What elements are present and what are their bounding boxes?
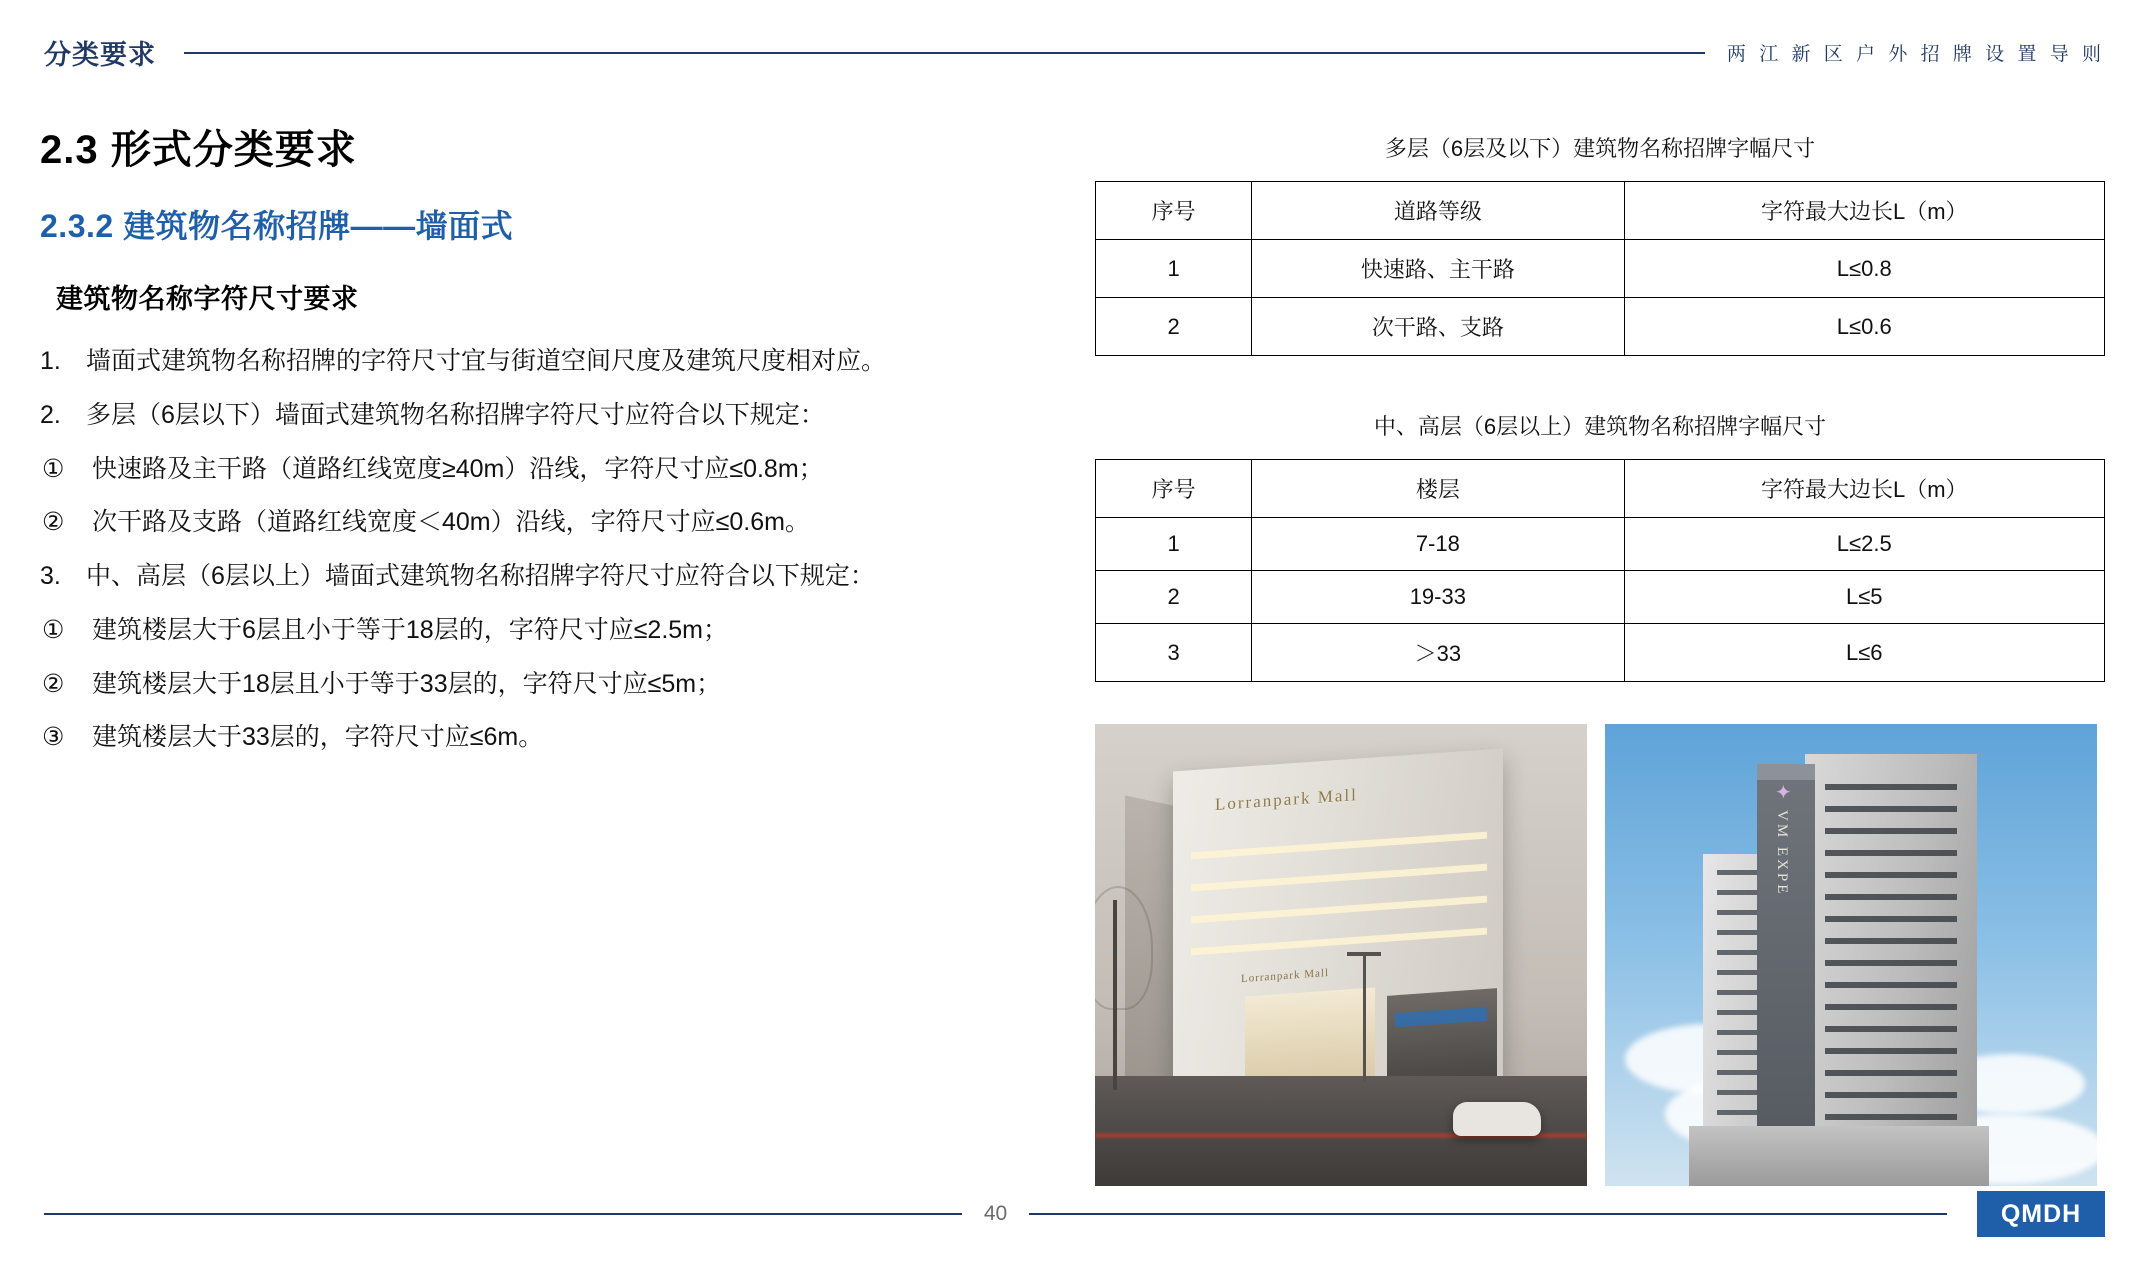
header-title: 分类要求 (44, 39, 156, 70)
list-item (42, 448, 1050, 492)
table-high-rise (1095, 459, 2105, 682)
table-caption-2: 中、高层（6层以上）建筑物名称招牌字幅尺寸 (1373, 414, 1827, 439)
street-lamp (1363, 952, 1366, 1082)
table-cell: 次干路、支路 (1252, 298, 1624, 356)
street-tree (1113, 900, 1117, 1090)
photo-row (1095, 724, 2105, 1186)
list-item (42, 663, 1050, 707)
table-cell: 1 (1096, 240, 1252, 298)
footer-divider-right (1029, 1213, 1947, 1215)
table-cell: 7-18 (1252, 518, 1624, 571)
list-text: 多层（6层以下）墙面式建筑物名称招牌字符尺寸应符合以下规定： (86, 400, 825, 429)
photo-high-rise-building (1605, 724, 2097, 1186)
table-cell: 19-33 (1252, 571, 1624, 624)
car (1453, 1102, 1541, 1136)
list-item (40, 555, 1050, 599)
entrance-name-sign: Lorranpark Mall (1241, 966, 1329, 986)
photo-mall-building (1095, 724, 1587, 1186)
page-header (0, 28, 2149, 76)
list-text: 建筑楼层大于6层且小于等于18层的，字符尺寸应≤2.5m； (92, 615, 729, 644)
table-cell: ＞33 (1252, 624, 1624, 682)
table-header-cell: 字符最大边长L（m） (1624, 182, 2104, 240)
header-divider (184, 52, 1705, 54)
table-header-row (1096, 182, 2105, 240)
table-cell: 2 (1096, 571, 1252, 624)
table-row (1096, 240, 2105, 298)
section-heading: 2.3 形式分类要求 (40, 128, 357, 172)
list-marker: 3. (40, 562, 61, 590)
table-header-row (1096, 460, 2105, 518)
list-text: 建筑楼层大于33层的，字符尺寸应≤6m。 (92, 723, 544, 752)
list-item (40, 394, 1050, 438)
table-low-rise (1095, 181, 2105, 356)
list-marker: 2. (40, 400, 61, 429)
table-row (1096, 624, 2105, 682)
list-text: 快速路及主干路（道路红线宽度≥40m）沿线，字符尺寸应≤0.8m； (92, 454, 824, 483)
list-text: 墙面式建筑物名称招牌的字符尺寸宜与街道空间尺度及建筑尺度相对应。 (86, 347, 887, 375)
table-cell: L≤0.8 (1624, 240, 2104, 298)
table-cell: 2 (1096, 298, 1252, 356)
brand-logo: QMDH (1977, 1191, 2105, 1237)
list-marker: ③ (42, 723, 65, 752)
right-content-column (1095, 132, 2105, 1186)
table-header-cell: 道路等级 (1252, 182, 1624, 240)
table-header-cell: 序号 (1096, 182, 1252, 240)
table-header-cell: 序号 (1096, 460, 1252, 518)
table-cell: L≤2.5 (1624, 518, 2104, 571)
table-header-cell: 字符最大边长L（m） (1624, 460, 2104, 518)
list-text: 次干路及支路（道路红线宽度＜40m）沿线，字符尺寸应≤0.6m。 (92, 508, 810, 537)
tower-podium (1689, 1126, 1989, 1186)
page-footer (0, 1191, 2149, 1237)
table-cell: L≤5 (1624, 571, 2104, 624)
table-cell: 快速路、主干路 (1252, 240, 1624, 298)
table-cell: L≤6 (1624, 624, 2104, 682)
list-marker: ② (42, 508, 65, 537)
list-marker: ① (42, 454, 65, 483)
footer-divider-left (44, 1213, 962, 1215)
table-header-cell: 楼层 (1252, 460, 1624, 518)
building-logo-icon: ✦ (1775, 782, 1792, 804)
table-cell: 1 (1096, 518, 1252, 571)
list-item (42, 716, 1050, 760)
list-text: 建筑楼层大于18层且小于等于33层的，字符尺寸应≤5m； (92, 669, 722, 698)
list-text: 中、高层（6层以上）墙面式建筑物名称招牌字符尺寸应符合以下规定： (86, 562, 875, 590)
list-marker: ① (42, 615, 65, 644)
table-cell: 3 (1096, 624, 1252, 682)
list-item (42, 501, 1050, 545)
table-row (1096, 298, 2105, 356)
building-name-sign: Lorranpark Mall (1215, 785, 1358, 814)
list-item (42, 609, 1050, 653)
table-caption-1: 多层（6层及以下）建筑物名称招牌字幅尺寸 (1384, 136, 1816, 161)
table-row (1096, 518, 2105, 571)
spacer (1095, 356, 2105, 410)
list-marker: ② (42, 669, 65, 698)
table-cell: L≤0.6 (1624, 298, 2104, 356)
tower-primary (1805, 754, 1977, 1186)
list-item (40, 340, 1050, 384)
block-heading: 建筑物名称字符尺寸要求 (56, 284, 359, 314)
building-name-sign: VM EXPE (1774, 810, 1790, 897)
subsection-heading: 2.3.2 建筑物名称招牌——墙面式 (40, 208, 514, 244)
page-number: 40 (983, 1202, 1008, 1225)
list-marker: 1. (40, 347, 61, 375)
table-row (1096, 571, 2105, 624)
header-document-title: 两 江 新 区 户 外 招 牌 设 置 导 则 (1726, 43, 2105, 65)
left-content-column (40, 118, 1050, 770)
